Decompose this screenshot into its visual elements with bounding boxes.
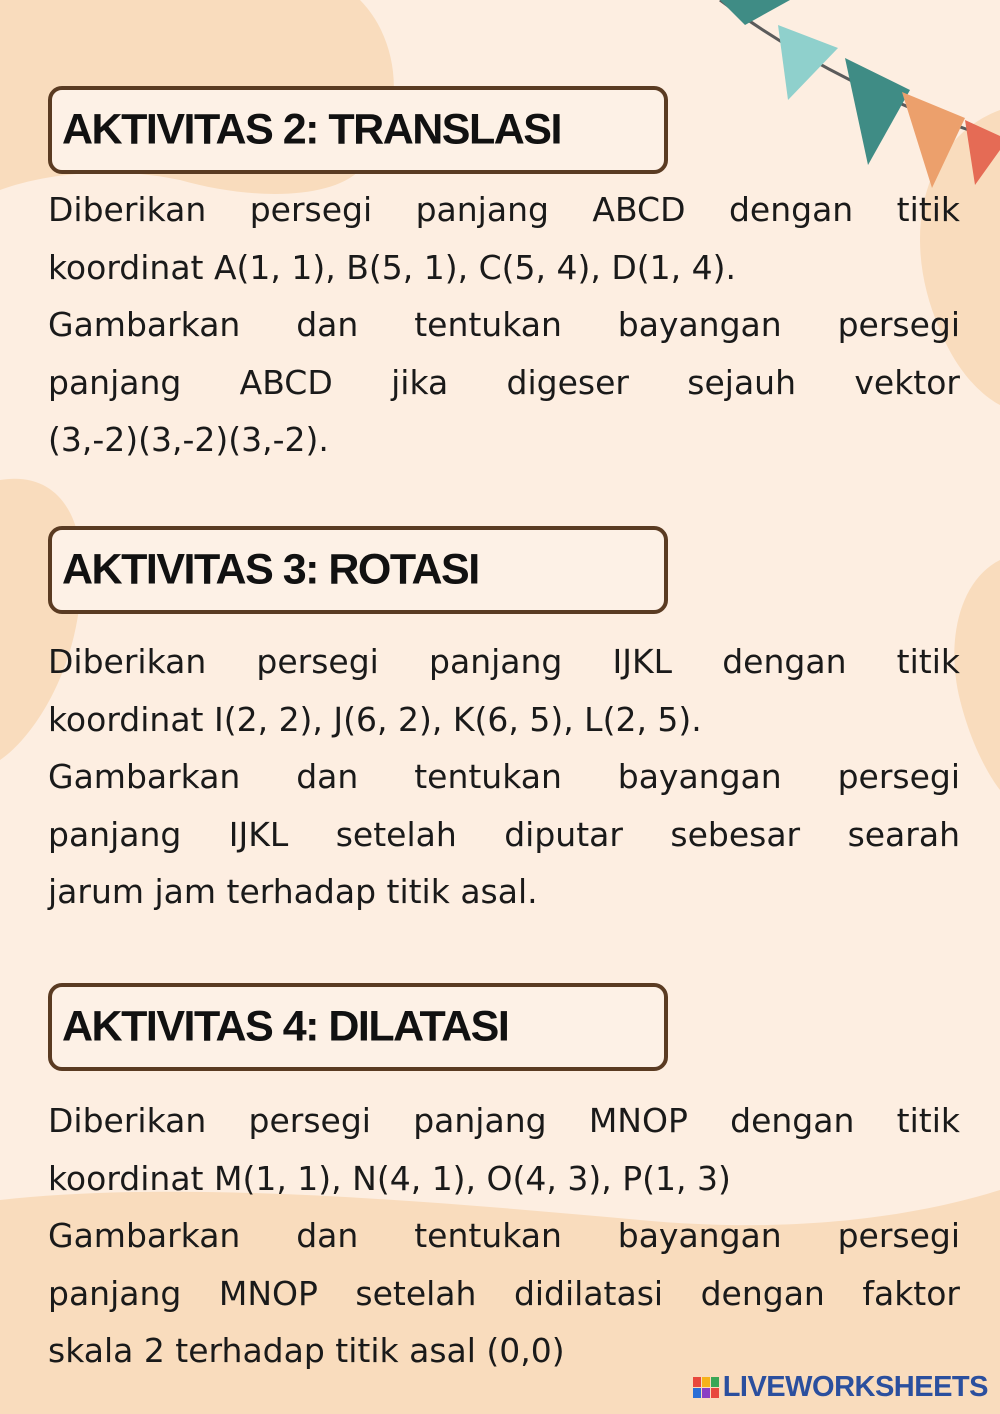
body-line: panjang IJKL setelah diputar sebesar searah bbox=[48, 814, 960, 854]
body-line: (3,-2)(3,-2)(3,-2). bbox=[48, 420, 329, 459]
section-body-rotasi bbox=[48, 633, 960, 921]
body-line: panjang MNOP setelah didilatasi dengan faktor bbox=[48, 1273, 960, 1313]
body-line: Gambarkan dan tentukan bayangan persegi bbox=[48, 305, 960, 344]
section-body-translasi bbox=[48, 181, 960, 469]
section-heading: AKTIVITAS 4: DILATASI bbox=[62, 1002, 509, 1051]
section-title-dilatasi bbox=[48, 983, 668, 1071]
section-title-translasi bbox=[48, 86, 668, 174]
body-line: panjang ABCD jika digeser sejauh vektor bbox=[48, 362, 960, 402]
section-heading: AKTIVITAS 2: TRANSLASI bbox=[62, 105, 561, 154]
body-line: Gambarkan dan tentukan bayangan persegi bbox=[48, 1216, 960, 1255]
body-line: Gambarkan dan tentukan bayangan persegi bbox=[48, 757, 960, 796]
body-line: Diberikan persegi panjang IJKL dengan titik bbox=[48, 642, 960, 681]
brand-text: LIVEWORKSHEETS bbox=[722, 1371, 988, 1403]
body-line: koordinat I(2, 2), J(6, 2), K(6, 5), L(2, 5). bbox=[48, 699, 702, 739]
liveworksheets-logo-icon bbox=[693, 1377, 719, 1398]
body-line: jarum jam terhadap titik asal. bbox=[48, 872, 538, 911]
body-line: skala 2 terhadap titik asal (0,0) bbox=[48, 1331, 565, 1370]
body-line: koordinat M(1, 1), N(4, 1), O(4, 3), P(1, 3) bbox=[48, 1158, 731, 1198]
section-title-rotasi bbox=[48, 526, 668, 614]
body-line: koordinat A(1, 1), B(5, 1), C(5, 4), D(1, 4). bbox=[48, 247, 736, 287]
body-line: Diberikan persegi panjang MNOP dengan titik bbox=[48, 1101, 960, 1140]
body-line: Diberikan persegi panjang ABCD dengan titik bbox=[48, 190, 960, 229]
section-heading: AKTIVITAS 3: ROTASI bbox=[62, 545, 479, 594]
liveworksheets-logo[interactable] bbox=[693, 1371, 988, 1404]
section-body-dilatasi bbox=[48, 1092, 960, 1380]
